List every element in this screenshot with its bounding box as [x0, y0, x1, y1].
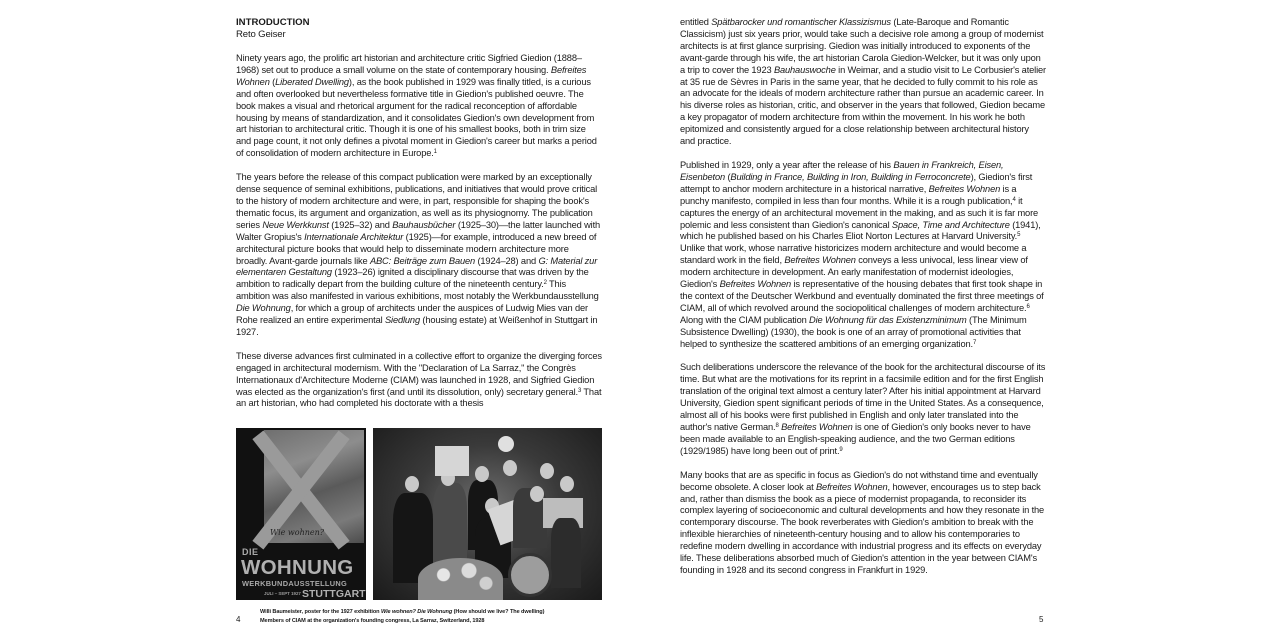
footnote-marker[interactable]: 5 — [1017, 232, 1021, 239]
text-run: Published in 1929, only a year after the release of his — [680, 159, 894, 170]
text-run: (1925–32) and — [328, 219, 393, 230]
text-run: conveys a less univocal, less linear view of modern architecture in development. An early manifestation of modernist ideologies, Giedion's — [680, 255, 1028, 290]
caption-2: Members of CIAM at the organization's founding congress, La Sarraz, Switzerland, 1928 — [260, 618, 485, 624]
text-run: entitled — [680, 17, 712, 27]
poster-city: STUTTGART — [302, 588, 366, 600]
photo-figure — [433, 483, 467, 563]
text-run: That an art historian, who had completed his doctorate with a thesis — [236, 386, 602, 409]
italic-title: Die Wohnung für das Existenzminimum — [809, 314, 967, 325]
italic-title: Space, Time and Architecture — [891, 219, 1010, 230]
caption-italic: Wie wohnen? Die Wohnung — [380, 609, 453, 615]
left-text-column — [236, 17, 602, 422]
text-run: (1925)—for example, introduced a new breed of architectural picture books that would help to disseminate modern architecture more broadly. Avant-garde journals like — [236, 231, 597, 266]
text-run: Along with the CIAM publication — [680, 314, 810, 325]
text-run: it captures the energy of an architectural movement in the making, and as such it is far more polemic and less consistent than Giedion's canonical — [680, 195, 1039, 230]
italic-title: Befreites Wohnen — [781, 422, 853, 432]
paragraph — [236, 351, 602, 411]
footnote-marker[interactable]: 1 — [433, 149, 437, 156]
text-run: The years before the release of this compact publication were marked by an exceptionally dense sequence of seminal exhibitions, publications, and initiatives that would prove critical to the history of modern architecture and were, in part, responsible for shaping the book's thematic focus, its argument and organization, as well as its physiognomy. The publication series — [236, 172, 598, 230]
group-photo-image — [373, 428, 602, 600]
author-name: Reto Geiser — [236, 29, 286, 40]
italic-title: ABC: Beiträge zum Bauen — [369, 255, 476, 266]
text-run: ( — [725, 171, 731, 182]
photo-face — [405, 476, 419, 492]
italic-title: Befreites Wohnen — [236, 64, 587, 87]
footnote-marker[interactable]: 8 — [775, 423, 779, 429]
text-run: (1923–26) ignited a disciplinary discourse that was driven by the ambition to radically depart from the building culture of the nineteenth century. — [236, 267, 589, 290]
footnote-marker[interactable]: 4 — [1012, 196, 1016, 203]
text-run: This ambition was also manifested in various exhibitions, most notably the Werkbundausstellung — [236, 279, 599, 302]
paragraph — [680, 17, 1046, 148]
paragraph — [236, 172, 602, 339]
poster-title-small: DIE — [242, 547, 259, 557]
figure-captions — [260, 608, 610, 626]
caption-1 — [260, 608, 610, 617]
text-run: Such deliberations underscore the relevance of the book for the architectural discourse of its time. But what are the motivations for its reprint in a facsimile edition and for the first English translation of the original text almost a century later? After his initial appointment at Harvard University, Giedion spent significant periods of time in the United States. As a consequence, almost all of his books were first published in English and only later translated into the author's native German. — [680, 362, 1046, 432]
poster-image — [236, 428, 366, 600]
paragraph — [236, 53, 602, 160]
paragraph — [680, 470, 1046, 577]
footnote-marker[interactable]: 3 — [577, 387, 582, 394]
italic-title: Liberated Dwelling — [275, 76, 349, 87]
text-run: , however, encourages us to step back and, rather than dismiss the book as a piece of modernist propaganda, to reconsider its complex layering of socioeconomic and cultural developments and how they resonate in the contemporary discourse. The book reverberates with Giedion's ambition to break with the inflexible hierarchies of nineteenth-century housing and to allow his contemporaries to redefine modern dwelling in accordance with industrial progress and its effects on everyday life. These deliberations absorbed much of Giedion's attention in the year between CIAM's founding in 1928 and its second congress in Frankfurt in 1929. — [680, 481, 1045, 575]
footnote-marker[interactable]: 6 — [1026, 303, 1030, 310]
footnote-marker[interactable]: 2 — [543, 280, 547, 287]
text-run: (housing estate) at Weißenhof in Stuttgart in 1927. — [236, 315, 598, 337]
photo-face — [540, 463, 554, 479]
page-number-right: 5 — [1039, 615, 1044, 624]
italic-title: Bauhausbücher — [392, 219, 456, 230]
text-run: is one of Giedion's only books never to have been made available to an English-speaking audience, and the two German editions (1929/1985) have long been out of print. — [680, 422, 1031, 456]
photo-face — [530, 486, 544, 502]
text-run: These diverse advances first culminated in a collective effort to organize the diverging forces engaged in architectural modernism. With the "Declaration of La Sarraz," the Congrès Internationaux d'Architecture Moderne (CIAM) was launched in 1928, and Sigfried Giedion was elected as the organization's first (and until its dissolution, only) secretary general. — [236, 350, 602, 397]
photo-flowers — [418, 558, 503, 600]
footnote-marker[interactable]: 7 — [972, 339, 977, 346]
italic-title: Befreites Wohnen — [816, 481, 888, 492]
photo-lamp — [498, 436, 514, 452]
text-run: (1924–28) and — [475, 255, 539, 266]
chapter-heading: INTRODUCTION — [236, 17, 310, 28]
italic-title: Bauhauswoche — [773, 64, 836, 75]
italic-title: Siedlung — [384, 315, 420, 326]
text-run: Many books that are as specific in focus as Giedion's do not withstand time and eventually become obsolete. A closer look at — [680, 469, 1038, 492]
photo-drum — [508, 553, 552, 597]
photo-face — [560, 476, 574, 492]
text-run: (1941), which he published based on his Charles Eliot Norton Lectures at Harvard University. — [680, 219, 1041, 242]
italic-title: Building in France, Building in Iron, Building in Ferroconcrete — [730, 171, 971, 182]
paragraph — [680, 160, 1046, 351]
right-text-column — [680, 17, 1046, 589]
text-run: ( — [269, 76, 276, 87]
caption-text: (How should we live? The dwelling) — [452, 609, 545, 615]
italic-title: Neue Werkkunst — [262, 219, 329, 230]
text-run: (Late-Baroque and Romantic Classicism) just six years prior, would take such a decisive role among a group of modernist architects is at first glance surprising. Giedion was initially introduced to exponents of the avant-garde through his wife, the art historian Carola Giedion-Welcker, but it was only upon a trip to cover the 1923 — [680, 17, 1044, 75]
text-run: (The Minimum Subsistence Dwelling) (1930), the book is one of an array of promotional activities that helped to synthesize the scattered ambitions of an emerging organization. — [680, 314, 1027, 349]
page-number-left: 4 — [236, 615, 241, 624]
text-run: is a punchy manifesto, compiled in less than four months. While it is a rough publication, — [680, 183, 1017, 206]
text-run: Ninety years ago, the prolific art historian and architecture critic Sigfried Giedion (1888–1968) set out to produce a small volume on the state of contemporary housing. — [236, 53, 582, 75]
text-run: ), Giedion's first attempt to anchor modern architecture in a historical narrative, — [680, 171, 1033, 194]
italic-title: Bauen in Frankreich, Eisen, Eisenbeton — [680, 159, 1004, 182]
italic-title: Befreites Wohnen — [784, 255, 856, 266]
italic-title: Internationale Architektur — [304, 231, 404, 242]
text-run: is representative of the housing debates that first took shape in the context of the Deutscher Werkbund and eventually dominated the first three meetings of CIAM, all of which revolved around the sociopolitical challenges of modern architecture. — [680, 279, 1044, 313]
text-run: Unlike that work, whose narrative historicizes modern architecture and would become a standard work in the field, — [680, 243, 1027, 266]
text-run: , for which a group of architects under the auspices of Ludwig Mies van der Rohe realized an entire experimental — [236, 303, 588, 326]
figures — [236, 428, 602, 600]
poster-subtitle: WERKBUNDAUSSTELLUNG — [242, 579, 348, 588]
photo-face — [503, 460, 517, 476]
photo-figure — [551, 518, 581, 588]
text-run: in Weimar, and a studio visit to Le Corbusier's atelier at 35 rue de Sèvres in Paris in the same year, that he decided to fully commit to his role as an advocate for the ideals of modern architecture rather than pursue an academic career. In his diverse roles as historian, critic, and observer in the years that followed, Giedion became a key propagator of modern architecture from within the movement. In his work he both epitomized and consistently argued for a close relationship between architectural history and practice. — [680, 64, 1046, 147]
italic-title: Die Wohnung — [236, 303, 291, 314]
poster-title-big: WOHNUNG — [241, 556, 354, 579]
italic-title: G: Material zur elementaren Gestaltung — [236, 255, 598, 278]
photo-paper — [435, 446, 469, 476]
italic-title: Befreites Wohnen — [928, 183, 1001, 194]
text-run: (1925–30)—the latter launched with Walter Gropius's — [236, 219, 601, 242]
photo-face — [475, 466, 489, 482]
poster-dates: JULI – SEPT 1927 — [264, 591, 301, 596]
italic-title: Spätbarocker und romantischer Klassizismus — [711, 17, 891, 27]
footnote-marker[interactable]: 9 — [839, 446, 843, 453]
italic-title: Befreites Wohnen — [719, 279, 792, 290]
poster-handwriting: Wie wohnen? — [270, 528, 325, 537]
paragraph — [680, 362, 1046, 457]
caption-text: Willi Baumeister, poster for the 1927 exhibition — [260, 609, 381, 615]
right-page — [640, 0, 1280, 640]
text-run: ), as the book published in 1929 was finally titled, is a curious and often overlooked but nevertheless formative title in Giedion's published oeuvre. The book makes a visual and rhetorical argument for the radical reconception of affordable housing by means of standardization, and it consolidates Giedion's own development from art historian to architectural critic. Though it is one of his smallest books, both in trim size and page count, it not only defines a pivotal moment in Giedion's career but marks a period of consolidation of modern architecture in Europe. — [236, 76, 597, 159]
